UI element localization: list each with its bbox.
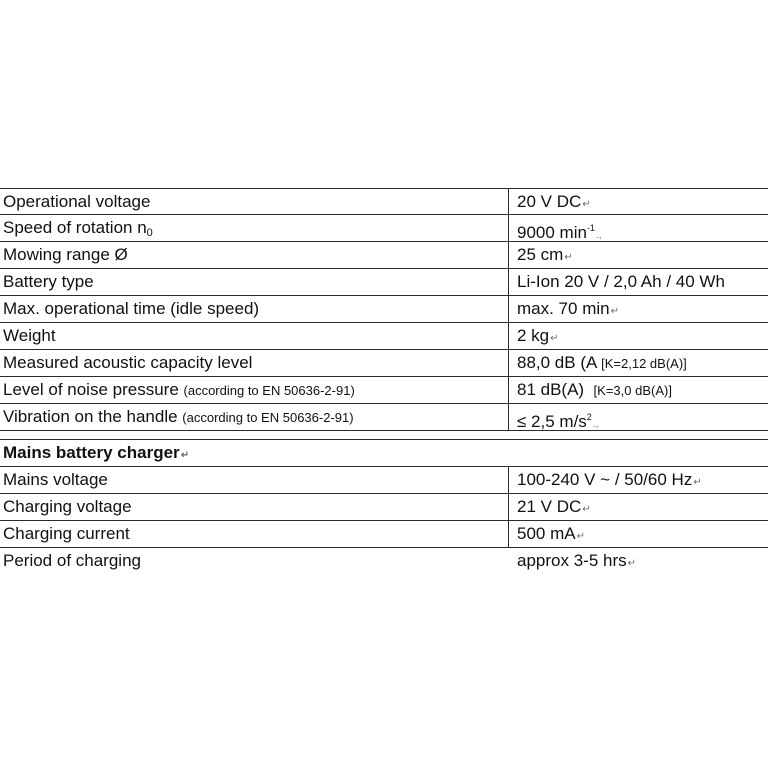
tolerance-value: [K=2,12 dB(A)] — [601, 356, 687, 371]
spec-label: Mains voltage — [3, 470, 108, 489]
spec-label: Operational voltage — [3, 192, 151, 211]
spec-value: approx 3-5 hrs↵ — [517, 551, 637, 570]
spec-label: Mowing range Ø — [3, 245, 128, 264]
column-divider — [508, 215, 509, 241]
spec-value: 21 V DC↵ — [517, 497, 591, 516]
subscript: 0 — [146, 227, 153, 239]
spec-label: Battery type — [3, 272, 94, 291]
spec-row-vibration — [0, 404, 768, 431]
spec-row-charging-current — [0, 521, 768, 548]
column-divider — [508, 189, 509, 214]
paragraph-mark: ↵ — [610, 306, 619, 317]
column-divider — [508, 404, 509, 430]
paragraph-mark: ↵ — [582, 504, 591, 515]
paragraph-mark: ↵ — [627, 558, 637, 569]
paragraph-mark: ↵ — [550, 333, 559, 344]
spec-value: 25 cm↵ — [517, 245, 573, 264]
column-divider — [508, 296, 509, 322]
spec-row-mowing-range — [0, 242, 768, 269]
column-divider — [508, 494, 509, 520]
column-divider — [508, 269, 509, 295]
spec-label: Measured acoustic capacity level — [3, 353, 253, 372]
column-divider — [508, 467, 509, 493]
spec-label: Speed of rotation $n_0$ — [3, 218, 153, 239]
spec-row-mains-voltage — [0, 467, 768, 494]
spec-row-period-of-charging — [0, 548, 768, 575]
spec-value: 2 kg↵ — [517, 326, 559, 345]
spec-value: Li-Ion 20 V / 2,0 Ah / 40 Wh — [517, 272, 725, 291]
spec-row-battery-type — [0, 269, 768, 296]
spec-value: 9000 $\min^{-1}$., — [517, 223, 602, 242]
spec-row-weight — [0, 323, 768, 350]
spec-row-charging-voltage — [0, 494, 768, 521]
spec-value: 81 dB(A) [K=3,0 dB(A)] — [517, 380, 672, 399]
paragraph-mark: ., — [592, 419, 599, 430]
paragraph-mark: ↵ — [180, 450, 190, 461]
spec-value: 88,0 dB (A [K=2,12 dB(A)] — [517, 353, 687, 372]
spec-row-acoustic-capacity — [0, 350, 768, 377]
spec-value: ≤ 2,5 $m/s^2$., — [517, 412, 599, 431]
column-divider — [508, 323, 509, 349]
paragraph-mark: ↵ — [693, 477, 702, 488]
column-divider — [508, 350, 509, 376]
spec-row-max-operational-time — [0, 296, 768, 323]
spec-row-speed-of-rotation — [0, 215, 768, 242]
column-divider — [508, 521, 509, 547]
column-divider — [508, 377, 509, 403]
section-heading: Mains battery charger↵ — [3, 443, 190, 462]
spec-label: Charging current — [3, 524, 130, 543]
standard-reference: (according to EN 50636-2-91) — [183, 383, 355, 398]
spec-label: Max. operational time (idle speed) — [3, 299, 260, 318]
spec-label: Period of charging — [3, 551, 141, 570]
paragraph-mark: ., — [595, 230, 602, 241]
specification-table — [0, 188, 768, 575]
spec-value: 100-240 V ~ / 50/60 Hz↵ — [517, 470, 702, 489]
paragraph-mark: ↵ — [582, 199, 591, 210]
paragraph-mark: ↵ — [576, 531, 585, 542]
spec-label: Weight — [3, 326, 56, 345]
section-spacer — [0, 431, 768, 440]
spec-label: Vibration on the handle (according to EN 50636-2-91) — [3, 407, 354, 426]
spec-value: 20 V DC↵ — [517, 192, 591, 211]
column-divider — [508, 242, 509, 268]
standard-reference: (according to EN 50636-2-91) — [182, 410, 354, 425]
superscript: -1 — [586, 223, 595, 233]
superscript: 2 — [586, 412, 592, 422]
tolerance-value: [K=3,0 dB(A)] — [593, 383, 672, 398]
spec-label: Charging voltage — [3, 497, 132, 516]
spec-label: Level of noise pressure (according to EN 50636-2-91) — [3, 380, 355, 399]
spec-value: 500 mA↵ — [517, 524, 585, 543]
section-heading-charger — [0, 440, 768, 467]
spec-value: max. 70 min↵ — [517, 299, 619, 318]
spec-row-operational-voltage — [0, 188, 768, 215]
spec-row-noise-pressure — [0, 377, 768, 404]
paragraph-mark: ↵ — [564, 252, 573, 263]
